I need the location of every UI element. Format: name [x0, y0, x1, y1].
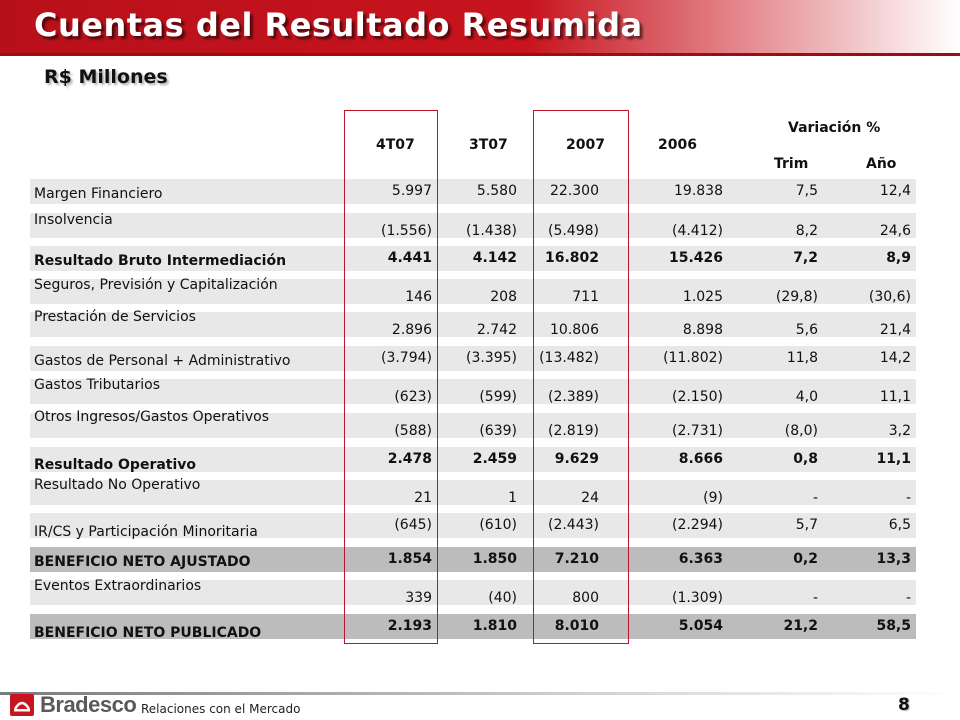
cell-ano: 8,9	[886, 250, 911, 266]
cell-v3: 16.802	[544, 250, 599, 266]
cell-ano: 58,5	[876, 618, 911, 634]
cell-v3: (5.498)	[547, 223, 599, 239]
cell-ano: 14,2	[879, 350, 911, 366]
cell-v1: (588)	[394, 423, 432, 439]
slide-title: Cuentas del Resultado Resumida	[34, 6, 643, 44]
title-bar	[0, 0, 960, 56]
row-label: Eventos Extraordinarios	[34, 578, 202, 594]
table-row	[30, 547, 916, 572]
page-number: 8	[898, 695, 910, 715]
cell-v2: (40)	[488, 590, 517, 606]
cell-v4: 1.025	[682, 289, 723, 305]
cell-ano: 11,1	[876, 451, 911, 467]
cell-v1: 21	[414, 490, 432, 506]
cell-v3: 8.010	[554, 618, 599, 634]
cell-v2: (639)	[479, 423, 517, 439]
cell-ano: 24,6	[879, 223, 911, 239]
column-header-2007: 2007	[566, 137, 605, 153]
cell-trim: 8,2	[795, 223, 818, 239]
cell-v3: (13.482)	[539, 350, 599, 366]
cell-v1: 146	[405, 289, 432, 305]
cell-v2: 1.810	[472, 618, 517, 634]
cell-ano: -	[905, 590, 911, 606]
cell-v1: 2.478	[387, 451, 432, 467]
table-row	[30, 346, 916, 371]
cell-v1: 4.441	[387, 250, 432, 266]
cell-v2: 4.142	[472, 250, 517, 266]
cell-v2: 2.742	[476, 322, 517, 338]
row-label: IR/CS y Participación Minoritaria	[34, 524, 258, 540]
row-label: Gastos Tributarios	[34, 377, 160, 393]
cell-ano: (30,6)	[868, 289, 911, 305]
slide-subtitle: R$ Millones	[44, 66, 168, 88]
cell-v2: 5.580	[476, 183, 517, 199]
highlight-column-2007	[533, 110, 629, 644]
cell-v2: (1.438)	[465, 223, 517, 239]
cell-v4: (1.309)	[671, 590, 723, 606]
table-row	[30, 309, 916, 338]
cell-ano: 21,4	[879, 322, 911, 338]
table-row	[30, 279, 916, 304]
table-row	[30, 580, 916, 605]
brand-name: Bradesco	[40, 692, 137, 717]
row-label: Margen Financiero	[34, 186, 163, 202]
table-row	[30, 179, 916, 204]
row-band	[30, 379, 916, 404]
cell-v2: 2.459	[472, 451, 517, 467]
cell-ano: 12,4	[879, 183, 911, 199]
cell-v4: (2.150)	[671, 389, 723, 405]
cell-trim: 0,2	[793, 551, 818, 567]
cell-v1: 339	[405, 590, 432, 606]
cell-trim: 7,2	[793, 250, 818, 266]
cell-trim: 5,7	[795, 517, 818, 533]
row-band	[30, 179, 916, 204]
table-row	[30, 213, 916, 238]
cell-v4: (11.802)	[663, 350, 723, 366]
cell-v4: 19.838	[674, 183, 723, 199]
row-label: Resultado Operativo	[34, 457, 197, 473]
cell-v4: (4.412)	[671, 223, 723, 239]
row-label: Prestación de Servicios	[34, 309, 196, 325]
cell-trim: 7,5	[795, 183, 818, 199]
row-label: BENEFICIO NETO AJUSTADO	[34, 554, 251, 570]
cell-trim: 11,8	[786, 350, 818, 366]
cell-v3: 24	[581, 490, 599, 506]
cell-v2: 1.850	[472, 551, 517, 567]
cell-v2: (610)	[479, 517, 517, 533]
highlight-column-4t07	[344, 110, 438, 644]
cell-v4: (9)	[703, 490, 723, 506]
cell-v1: 1.854	[387, 551, 432, 567]
column-header-4t07: 4T07	[376, 137, 415, 153]
footer-divider	[0, 692, 960, 695]
cell-v3: 7.210	[554, 551, 599, 567]
table-row	[30, 513, 916, 538]
cell-v2: 1	[508, 490, 517, 506]
cell-v3: (2.443)	[547, 517, 599, 533]
cell-trim: -	[812, 490, 818, 506]
cell-trim: (29,8)	[775, 289, 818, 305]
cell-v3: (2.389)	[547, 389, 599, 405]
cell-ano: 11,1	[879, 389, 911, 405]
cell-v4: (2.731)	[671, 423, 723, 439]
cell-v4: 5.054	[678, 618, 723, 634]
table-row	[30, 614, 916, 639]
cell-v3: (2.819)	[547, 423, 599, 439]
cell-v1: 2.193	[387, 618, 432, 634]
table-row	[30, 246, 916, 271]
cell-v1: 5.997	[391, 183, 432, 199]
column-header-2006: 2006	[658, 137, 697, 153]
cell-v1: (3.794)	[380, 350, 432, 366]
table-row	[30, 447, 916, 472]
cell-v4: (2.294)	[671, 517, 723, 533]
cell-trim: -	[812, 590, 818, 606]
row-label: Resultado No Operativo	[34, 477, 201, 493]
row-label: Resultado Bruto Intermediación	[34, 253, 287, 269]
row-label: Insolvencia	[34, 212, 113, 228]
row-label: Seguros, Previsión y Capitalización	[34, 277, 278, 293]
cell-v4: 8.666	[678, 451, 723, 467]
cell-ano: 6,5	[888, 517, 911, 533]
table-row	[30, 409, 916, 439]
cell-trim: 4,0	[795, 389, 818, 405]
cell-v4: 6.363	[678, 551, 723, 567]
column-header-variation: Variación %	[788, 120, 881, 136]
cell-v3: 800	[572, 590, 599, 606]
row-label: Gastos de Personal + Administrativo	[34, 353, 291, 369]
cell-trim: 0,8	[793, 451, 818, 467]
footer-subtitle: Relaciones con el Mercado	[141, 702, 301, 716]
cell-trim: 21,2	[783, 618, 818, 634]
cell-ano: 13,3	[876, 551, 911, 567]
column-header-trim: Trim	[774, 156, 809, 172]
cell-v2: 208	[490, 289, 517, 305]
cell-v4: 15.426	[668, 250, 723, 266]
cell-v1: (1.556)	[380, 223, 432, 239]
row-label: Otros Ingresos/Gastos Operativos	[34, 409, 269, 425]
cell-v2: (599)	[479, 389, 517, 405]
table-row	[30, 379, 916, 404]
table-row	[30, 477, 916, 506]
income-statement-table	[30, 110, 920, 645]
cell-v1: 2.896	[391, 322, 432, 338]
cell-ano: -	[905, 490, 911, 506]
column-header-3t07: 3T07	[469, 137, 508, 153]
cell-v3: 10.806	[550, 322, 599, 338]
bradesco-logo-icon	[10, 694, 34, 716]
cell-v3: 711	[572, 289, 599, 305]
cell-trim: (8,0)	[784, 423, 818, 439]
cell-ano: 3,2	[888, 423, 911, 439]
cell-v1: (645)	[394, 517, 432, 533]
cell-trim: 5,6	[795, 322, 818, 338]
cell-v3: 22.300	[550, 183, 599, 199]
column-header-ano: Año	[866, 156, 897, 172]
cell-v4: 8.898	[682, 322, 723, 338]
cell-v2: (3.395)	[465, 350, 517, 366]
cell-v1: (623)	[394, 389, 432, 405]
cell-v3: 9.629	[554, 451, 599, 467]
row-label: BENEFICIO NETO PUBLICADO	[34, 625, 262, 641]
